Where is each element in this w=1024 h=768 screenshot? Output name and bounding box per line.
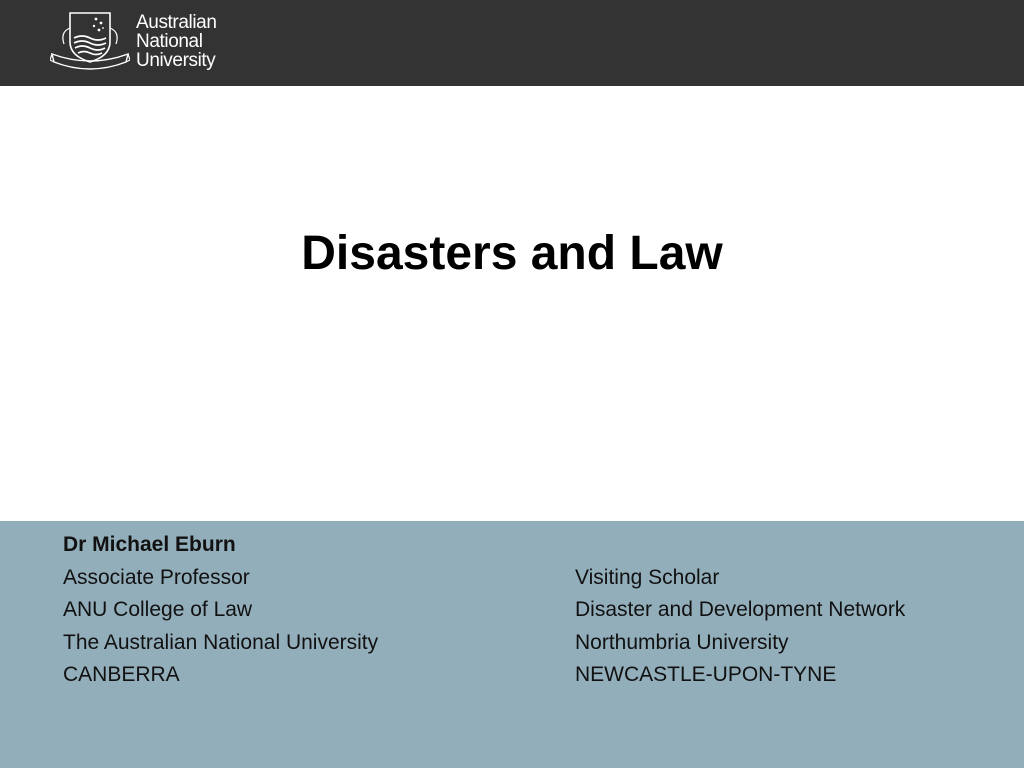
presenter-position: Associate Professor [63,565,250,589]
slide-title: Disasters and Law [301,227,723,280]
anu-wordmark [136,13,217,70]
presenter-college: ANU College of Law [63,598,253,622]
presenter-name: Dr Michael Eburn [63,533,236,556]
anu-logo [50,10,240,74]
visiting-network: Disaster and Development Network [575,598,906,622]
presenter-panel [0,521,1024,768]
presenter-left-column [63,529,378,692]
title-area [0,86,1024,521]
logo-line-3: University [136,50,216,71]
visiting-city: NEWCASTLE-UPON-TYNE [575,663,837,687]
logo-line-1: Australian [136,12,217,33]
presenter-university: The Australian National University [63,630,379,654]
header-bar [0,0,1024,86]
visiting-university: Northumbria University [575,630,789,654]
logo-line-2: National [136,31,203,52]
presenter-right-column [575,562,905,692]
presenter-city: CANBERRA [63,663,180,687]
visiting-role: Visiting Scholar [575,565,720,589]
anu-crest-icon [50,10,130,74]
